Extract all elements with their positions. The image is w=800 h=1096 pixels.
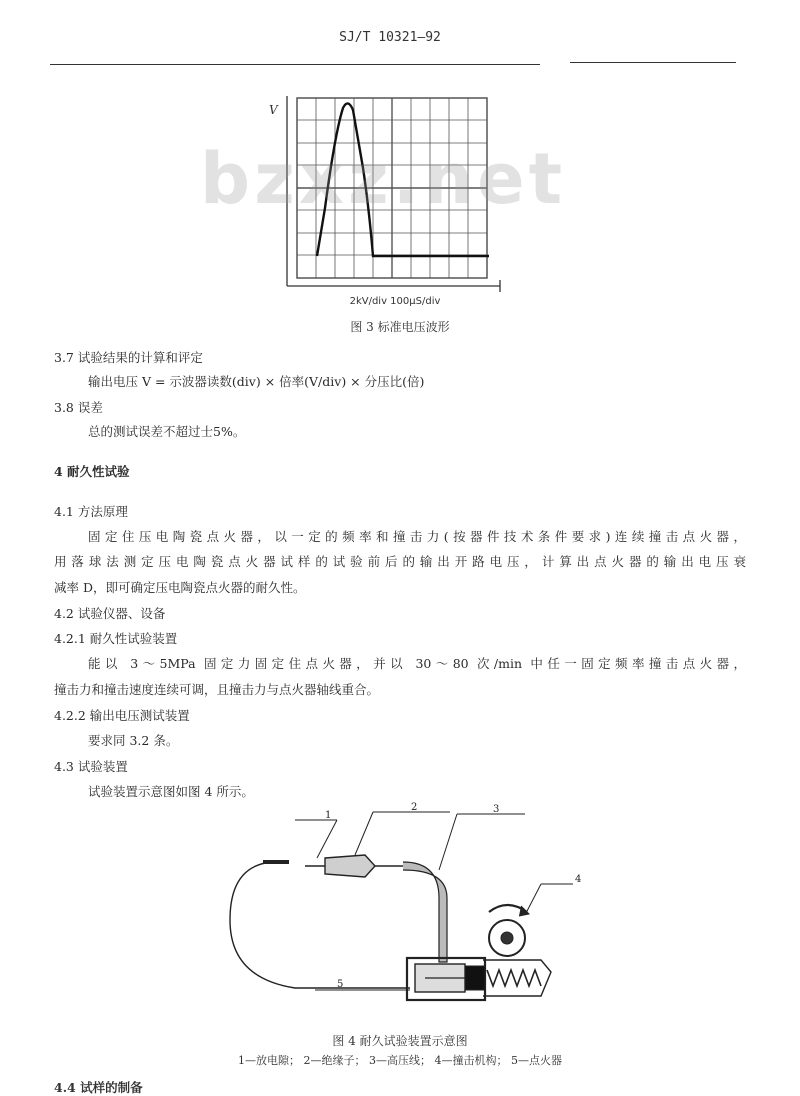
label-4-striker: 4 (575, 874, 582, 885)
y-axis-label: V (269, 103, 278, 117)
label-1-discharge-gap: 1 (325, 810, 332, 821)
section-3-8-heading: 3.8 误差 (54, 400, 103, 415)
header-rule-left (50, 64, 540, 65)
insulator-body (325, 855, 375, 877)
standard-code: SJ/T 10321—92 (339, 30, 441, 45)
watermark: bzxz.net (200, 138, 567, 220)
high-voltage-wire (403, 862, 447, 962)
figure3-caption: 图 3 标准电压波形 (350, 320, 450, 334)
label-3-high-voltage-wire: 3 (493, 804, 500, 815)
section-4-2-2-text: 要求同 3.2 条。 (88, 733, 179, 748)
label-2-insulator: 2 (411, 802, 418, 813)
section-4-1-paragraph-line3: 减率 D，即可确定压电陶瓷点火器的耐久性。 (54, 580, 306, 595)
section-4-1-paragraph-line2: 用落球法测定压电陶瓷点火器试样的试验前后的输出开路电压，计算出点火器的输出电压衰 (54, 554, 746, 569)
header-rule-right (570, 62, 736, 63)
section-4-1-heading: 4.1 方法原理 (54, 504, 128, 519)
figure4-legend: 1—放电隙； 2—绝缘子； 3—高压线； 4—撞击机构； 5—点火器 (238, 1054, 562, 1067)
discharge-wire (230, 862, 410, 988)
striker-head (465, 966, 485, 990)
section-4-2-heading: 4.2 试验仪器、设备 (54, 606, 166, 621)
section-4-2-1-paragraph-line2: 撞击力和撞击速度连续可调，且撞击力与点火器轴线重合。 (54, 682, 380, 697)
figure4-apparatus-diagram (225, 800, 585, 1025)
label-5-igniter: 5 (337, 979, 344, 990)
figure4-caption: 图 4 耐久试验装置示意图 (332, 1034, 468, 1048)
section-4-2-1-heading: 4.2.1 耐久性试验装置 (54, 631, 178, 646)
next-section-cut-line: 4.4 试样的制备 (54, 1080, 143, 1095)
striker-spring (487, 970, 541, 986)
section-3-7-heading: 3.7 试验结果的计算和评定 (54, 350, 203, 365)
section-3-8-text: 总的测试误差不超过士5%。 (88, 424, 246, 439)
section-4-1-paragraph-line1: 固定住压电陶瓷点火器，以一定的频率和撞击力(按器件技术条件要求)连续撞击点火器， (88, 529, 746, 544)
section-4-2-2-heading: 4.2.2 输出电压测试装置 (54, 708, 190, 723)
section-4-3-text: 试验装置示意图如图 4 所示。 (88, 784, 254, 799)
section-4-heading: 4 耐久性试验 (54, 464, 130, 479)
section-4-3-heading: 4.3 试验装置 (54, 759, 128, 774)
section-4-2-1-paragraph-line1: 能以 3～5MPa 固定力固定住点火器，并以 30～80 次/min 中任一固定频率撞击点火器， (88, 656, 746, 671)
section-3-7-text: 输出电压 V = 示波器读数(div) × 倍率(V/div) × 分压比(倍) (88, 374, 425, 389)
figure3-scale-label: 2kV/div 100μS/div (349, 296, 441, 307)
